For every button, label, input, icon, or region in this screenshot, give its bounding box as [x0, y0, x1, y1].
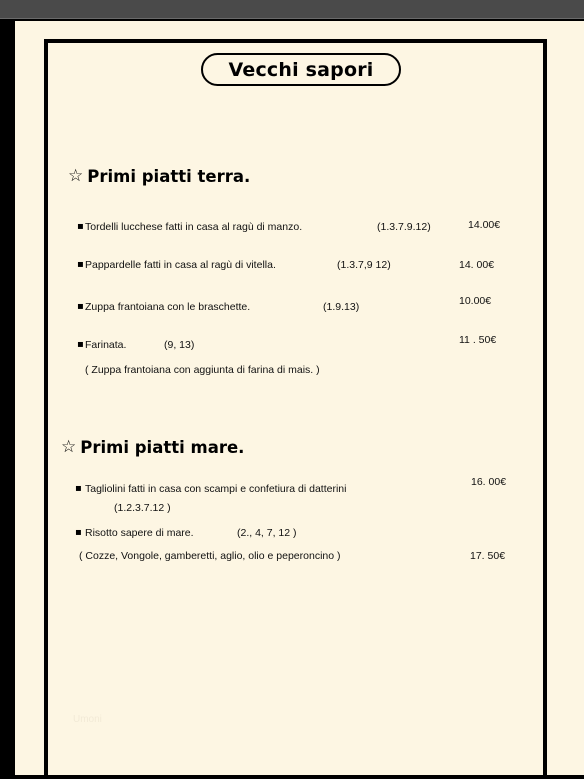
menu-item-allergens: (1.3.7.9.12) — [377, 221, 431, 233]
menu-title: Vecchi sapori — [201, 53, 401, 86]
menu-item-allergens: (9, 13) — [164, 339, 195, 351]
menu-frame — [44, 39, 547, 779]
bullet-icon: ▪ — [77, 339, 84, 350]
section-heading-terra — [68, 166, 250, 186]
menu-item-note: ( Cozze, Vongole, gamberetti, aglio, olio e peperoncino ) — [79, 550, 341, 562]
faint-watermark: Umoni — [73, 714, 102, 725]
menu-item-allergens: (1.3.7,9 12) — [337, 259, 391, 271]
menu-item-note: ( Zuppa frantoiana con aggiunta di farina di mais. ) — [85, 364, 320, 376]
menu-item-price: 10.00€ — [459, 295, 492, 307]
star-outline-icon: ☆ — [61, 437, 77, 457]
star-outline-icon: ☆ — [68, 166, 84, 186]
menu-item-price: 11 . 50€ — [459, 334, 497, 346]
bullet-icon: ▪ — [75, 483, 82, 494]
bullet-icon: ▪ — [77, 259, 84, 270]
menu-item-price: 14.00€ — [468, 219, 501, 231]
bullet-icon: ▪ — [75, 527, 82, 538]
menu-item-name: Risotto sapere di mare. — [85, 527, 194, 539]
menu-item-name: Tagliolini fatti in casa con scampi e confetiura di datterini — [85, 483, 347, 495]
menu-item-price: 16. 00€ — [471, 476, 507, 488]
bullet-icon: ▪ — [77, 221, 84, 232]
menu-item-price: 14. 00€ — [459, 259, 495, 271]
menu-page — [15, 21, 584, 775]
section-heading-mare — [61, 437, 244, 457]
menu-item-allergens: (2., 4, 7, 12 ) — [237, 527, 297, 539]
menu-item-name: Pappardelle fatti in casa al ragù di vitella. — [85, 259, 276, 271]
menu-item-allergens: (1.9.13) — [323, 301, 360, 313]
menu-item-price: 17. 50€ — [470, 550, 506, 562]
section-title: Primi piatti terra. — [87, 166, 251, 186]
bullet-icon: ▪ — [77, 301, 84, 312]
menu-item-name: Farinata. — [85, 339, 127, 351]
menu-item-name: Tordelli lucchese fatti in casa al ragù di manzo. — [85, 221, 303, 233]
section-title: Primi piatti mare. — [80, 437, 245, 457]
window-top-bar — [0, 0, 584, 19]
menu-item-name: Zuppa frantoiana con le braschette. — [85, 301, 251, 313]
menu-item-allergens: (1.2.3.7.12 ) — [114, 502, 171, 514]
